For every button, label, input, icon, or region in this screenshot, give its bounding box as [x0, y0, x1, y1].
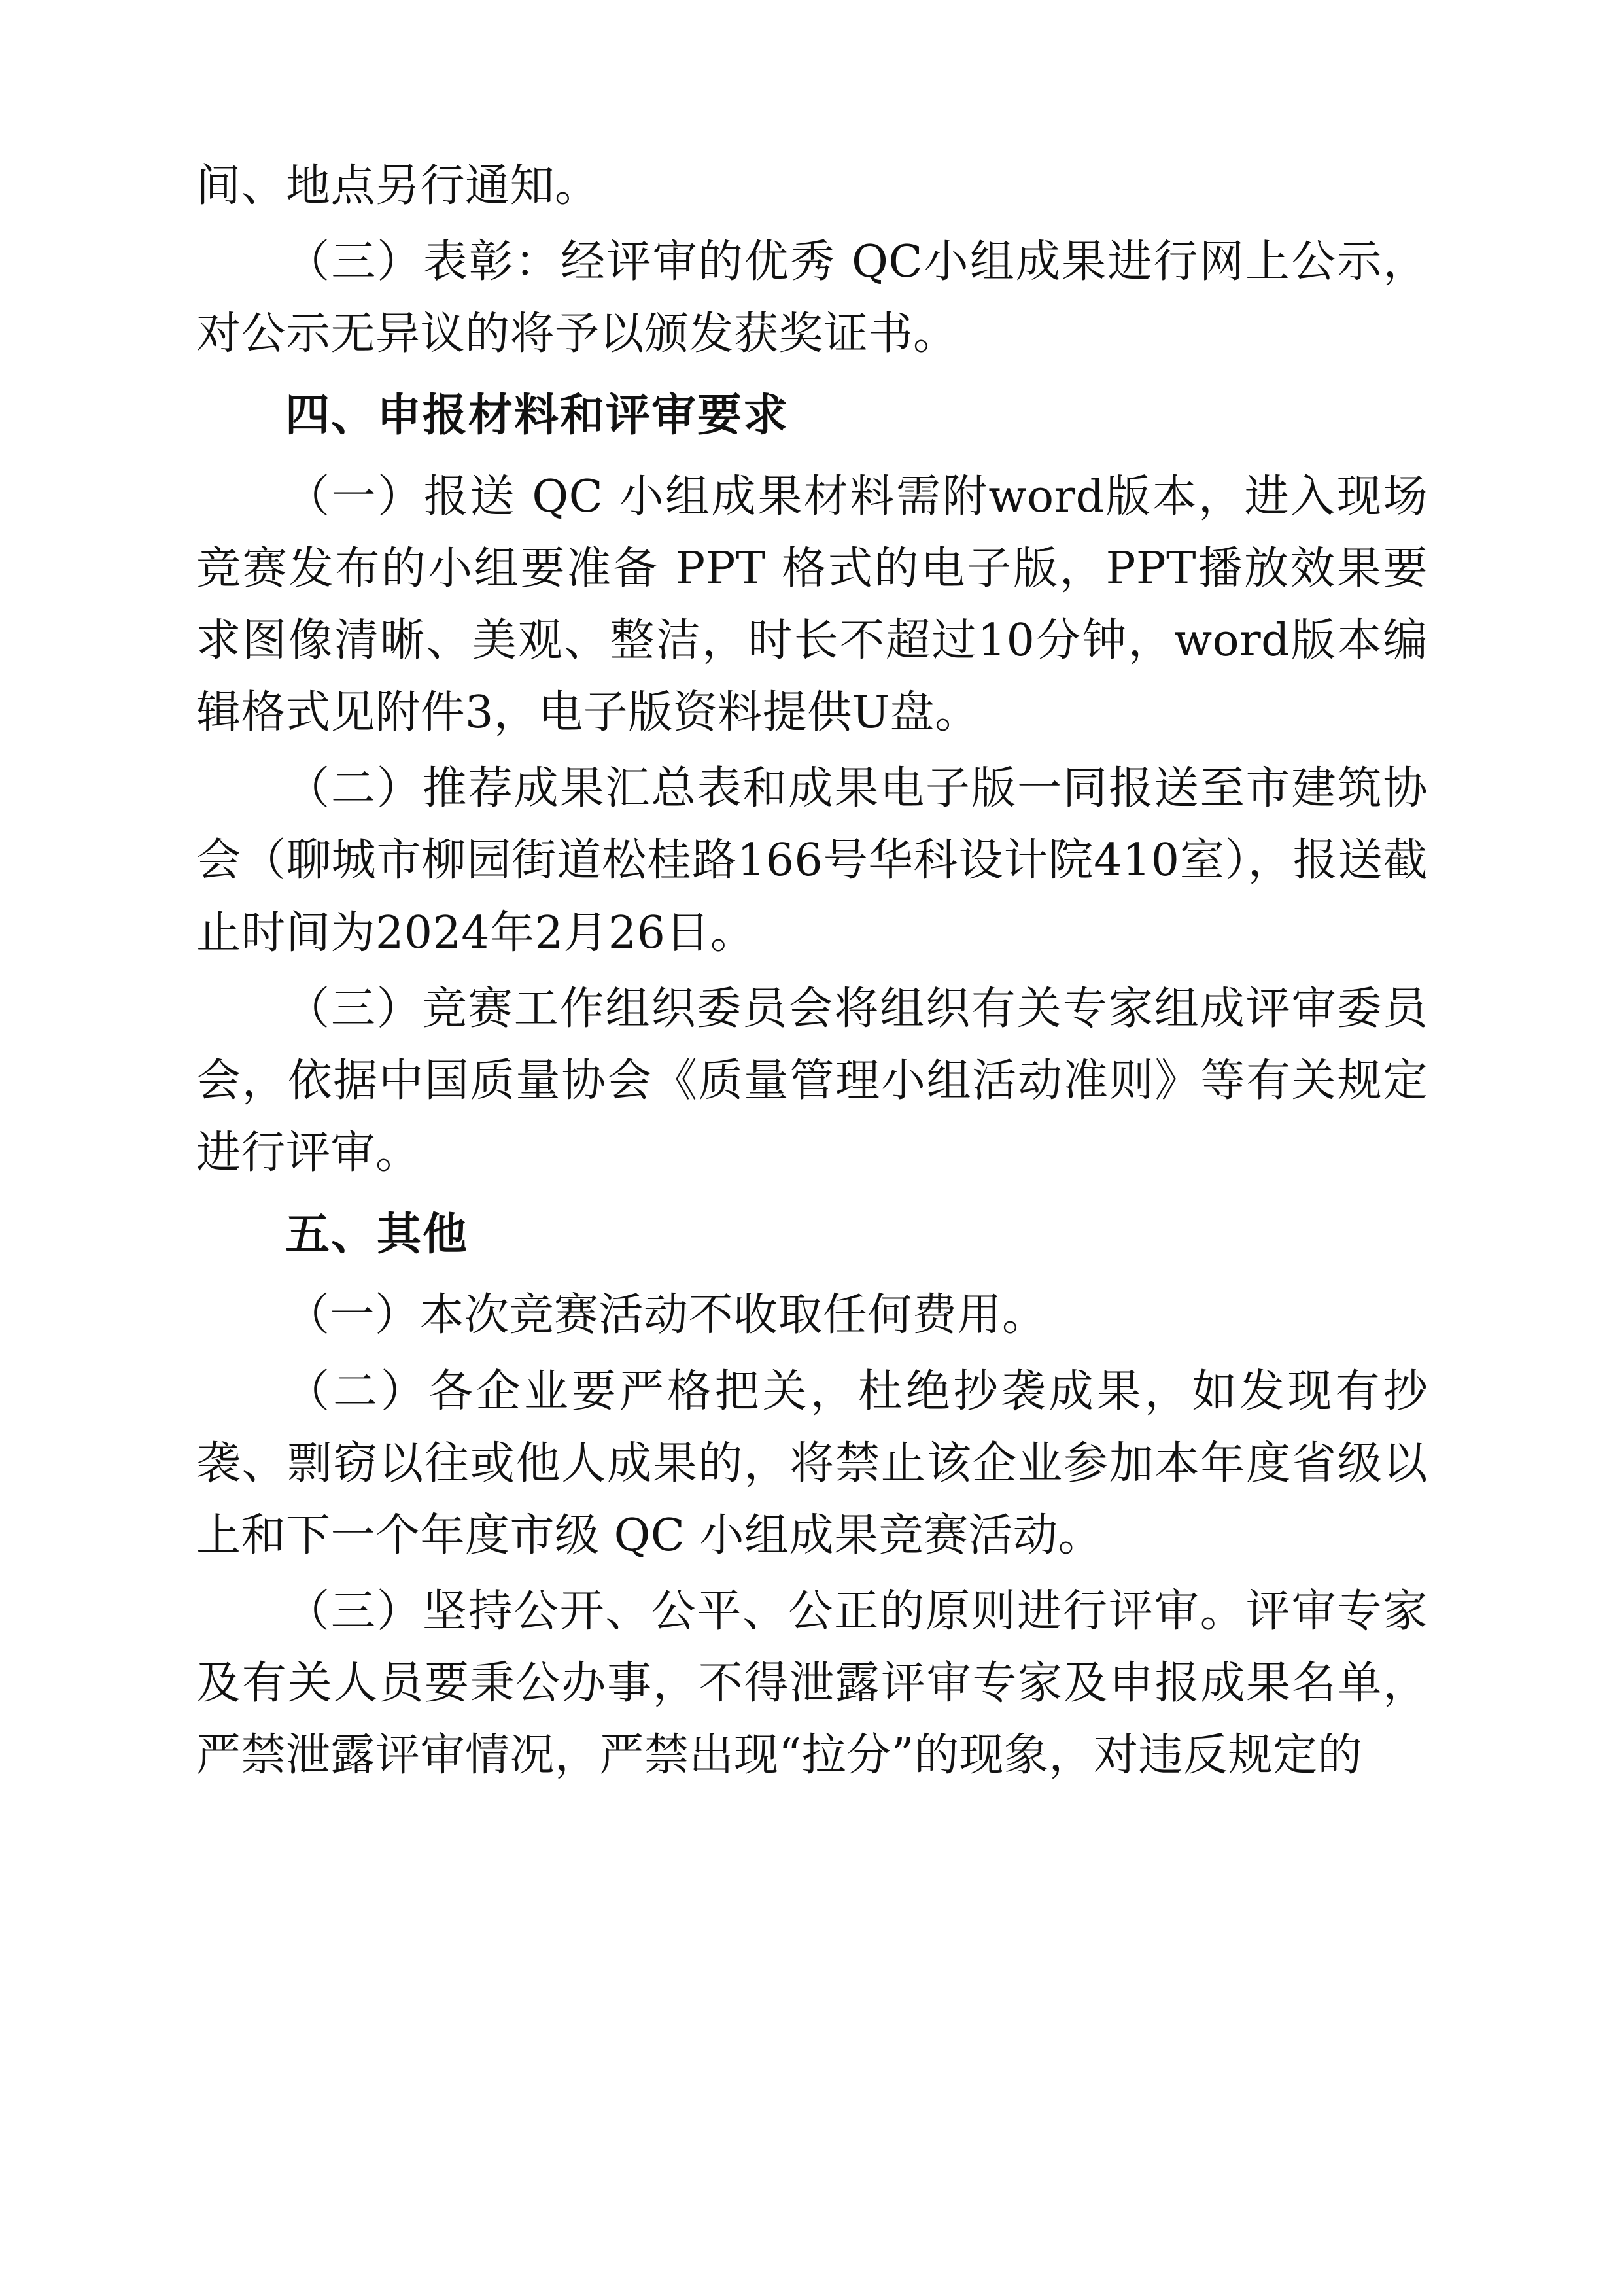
paragraph-five-one: （一）本次竞赛活动不收取任何费用。 — [285, 1289, 1047, 1342]
paragraph-five-three: （三）坚持公开、公平、公正的原则进行评审。评审专家及有关人员要秉公办事，不得泄露评审专家及申报成果名单，严禁泄露评审情况，严禁出现“拉分”的现象，对违反规定的 — [196, 1585, 1428, 1782]
section-heading-four: 四、申报材料和评审要求 — [285, 389, 789, 442]
document-body — [196, 150, 1428, 1792]
paragraph-four-two: （二）推荐成果汇总表和成果电子版一同报送至市建筑协会（聊城市柳园街道松桂路166号华科设计院410室），报送截止时间为2024年2月26日。 — [196, 763, 1428, 959]
paragraph-four-one: （一）报送 QC 小组成果材料需附word版本，进入现场竞赛发布的小组要准备 PPT 格式的电子版，PPT播放效果要求图像清晰、美观、整洁，时长不超过10分钟，word版本编辑格式见附件3，电子版资料提供U盘。 — [196, 470, 1428, 739]
paragraph-notice-time-place: 间、地点另行通知。 — [196, 160, 600, 212]
paragraph-five-two: （二）各企业要严格把关，杜绝抄袭成果，如发现有抄袭、剽窃以往或他人成果的，将禁止该企业参加本年度省级以上和下一个年度市级 QC 小组成果竞赛活动。 — [196, 1365, 1428, 1561]
section-heading-five: 五、其他 — [285, 1208, 469, 1261]
paragraph-four-three: （三）竞赛工作组织委员会将组织有关专家组成评审委员会，依据中国质量协会《质量管理小组活动准则》等有关规定进行评审。 — [196, 983, 1428, 1179]
paragraph-item-three-commend: （三）表彰：经评审的优秀 QC小组成果进行网上公示，对公示无异议的将予以颁发获奖证书。 — [196, 236, 1428, 360]
